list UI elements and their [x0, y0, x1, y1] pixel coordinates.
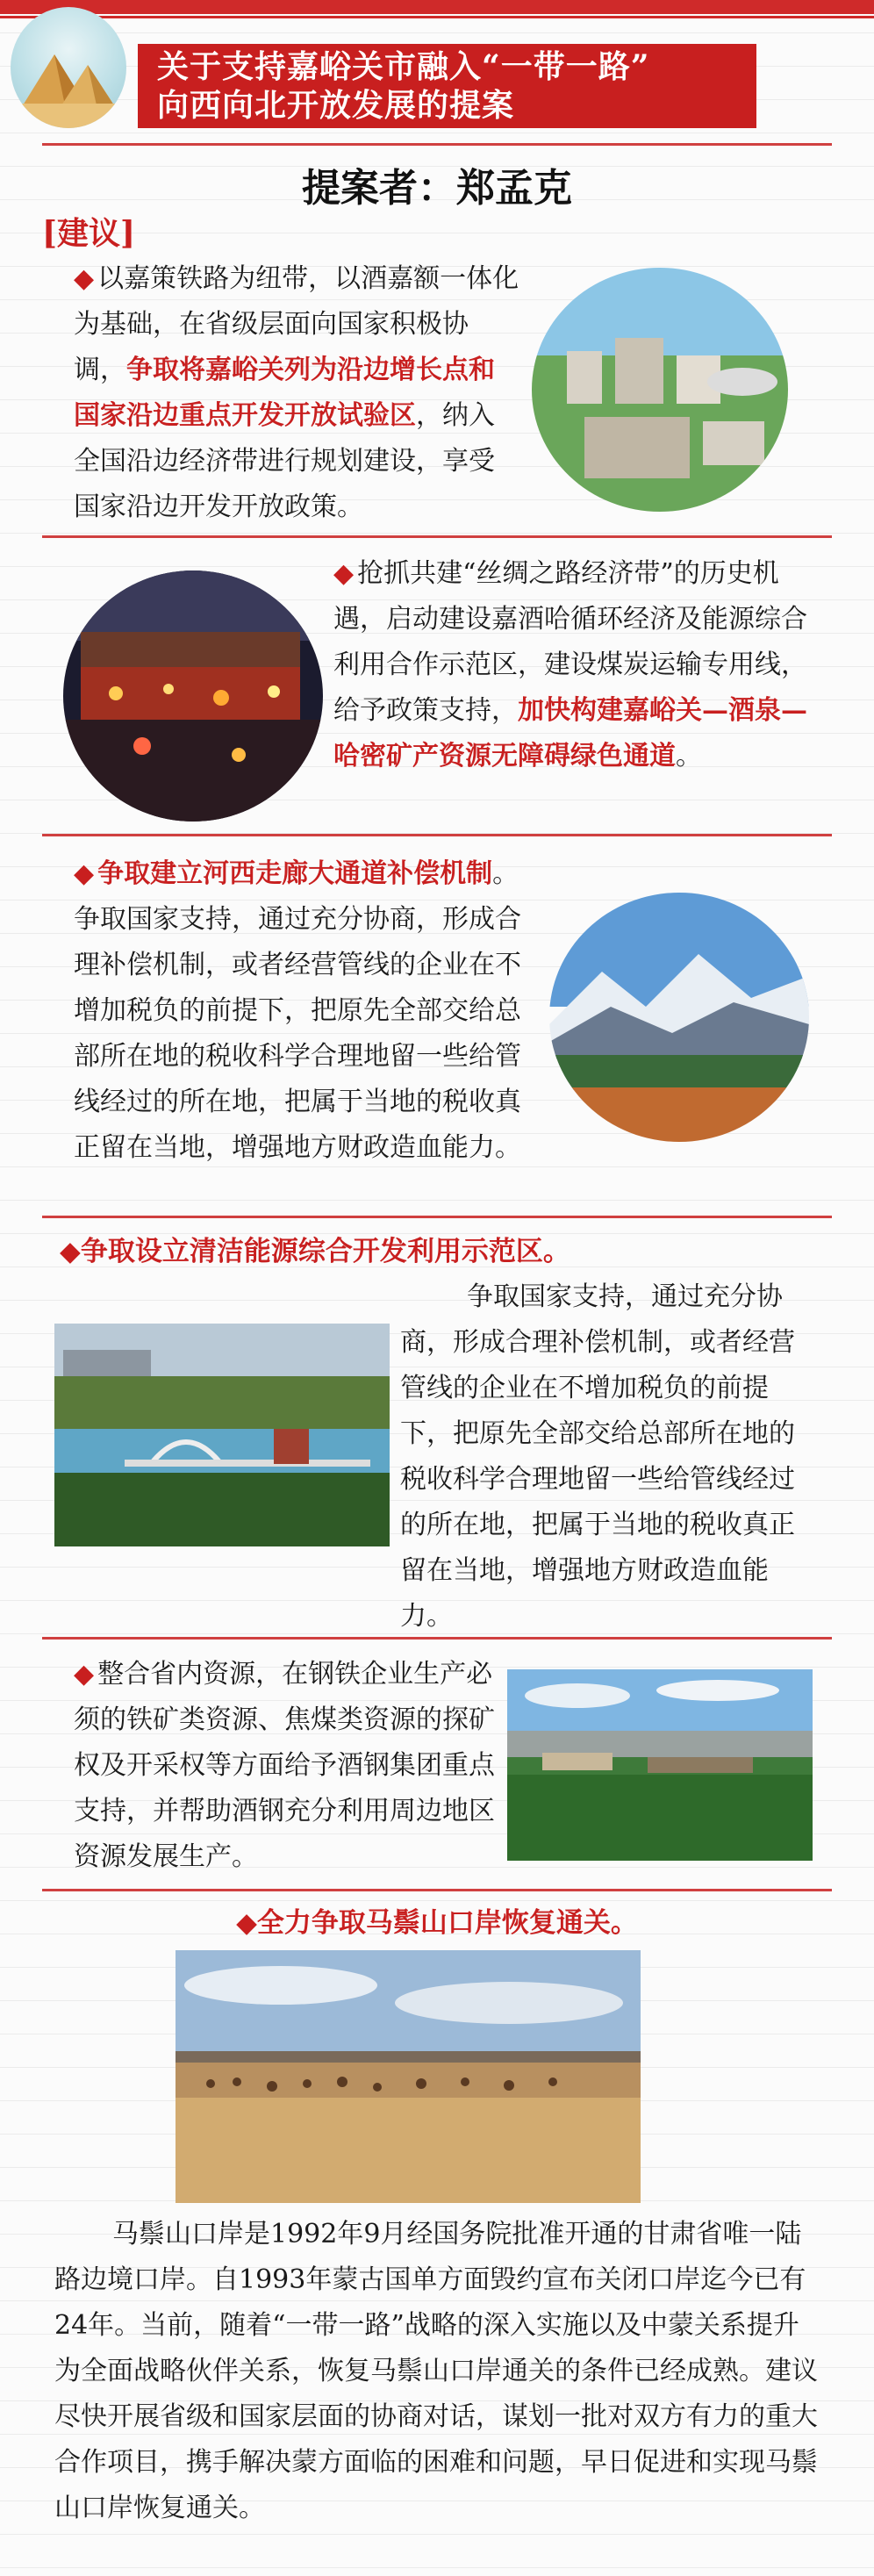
diamond-bullet-icon: ◆: [74, 263, 95, 294]
item6-heading: ◆全力争取马鬃山口岸恢复通关。: [236, 1907, 638, 1939]
mountain-photo-circle: [549, 893, 809, 1142]
top-red-line: [0, 16, 874, 18]
item1-paragraph: ◆ 以嘉策铁路为纽带，以酒嘉额一体化为基础，在省级层面向国家积极协调，争取将嘉峪关列为沿边增长点和国家沿边重点开发开放试验区，纳入全国沿边经济带进行规划建设，享受国家沿边开发开放政策。: [74, 263, 519, 522]
item4-paragraph: 争取国家支持，通过充分协商，形成合理补偿机制，或者经营管线的企业在不增加税负的前提下，把原先全部交给总部所在地的税收科学合理地留一些给管线经过的所在地，把属于当地的税收真正留在当地，增强地方财政造血能力。: [400, 1281, 795, 1632]
bridge-river-photo: [54, 1324, 390, 1546]
steel-plant-photo: [507, 1669, 813, 1861]
item6-paragraph: 马鬃山口岸是1992年9月经国务院批准开通的甘肃省唯一陆路边境口岸。自1993年蒙古国单方面毁约宣布关闭口岸迄今已有24年。当前，随着“一带一路”战略的深入实施以及中蒙关系提升为全面战略伙伴关系，恢复马鬃山口岸通关的条件已经成熟。建议尽快开展省级和国家层面的协商对话，谋划一批对双方有力的重大合作项目，携手解决蒙方面临的困难和问题，早日促进和实现马鬃山口岸恢复通关。: [54, 2219, 818, 2523]
title-line-1: 关于支持嘉峪关市融入“一带一路”: [157, 48, 650, 85]
item5-paragraph: ◆ 整合省内资源，在钢铁企业生产必须的铁矿类资源、焦煤类资源的探矿权及开采权等方面给予酒钢集团重点支持，并帮助酒钢充分利用周边地区资源发展生产。: [74, 1659, 495, 1872]
divider: [42, 1637, 832, 1640]
divider: [42, 143, 832, 146]
divider: [42, 535, 832, 538]
diamond-bullet-icon: ◆: [74, 858, 95, 889]
author-line: 提案者：郑孟克: [302, 166, 572, 211]
diamond-bullet-icon: ◆: [333, 558, 355, 589]
item2-paragraph: ◆ 抢抓共建“丝绸之路经济带”的历史机遇，启动建设嘉酒哈循环经济及能源综合利用合作示范区，建设煤炭运输专用线，给予政策支持，加快构建嘉峪关—酒泉—哈密矿产资源无障碍绿色通道。: [333, 558, 807, 771]
city-photo-circle: [532, 268, 788, 512]
title-banner: [138, 44, 756, 128]
item4-heading: ◆争取设立清洁能源综合开发利用示范区。: [60, 1236, 570, 1267]
pyramid-logo-icon: [11, 7, 126, 128]
camels-desert-photo: [176, 1950, 641, 2203]
divider: [42, 834, 832, 836]
night-city-photo-circle: [63, 570, 323, 822]
divider: [42, 1889, 832, 1891]
title-line-2: 向西向北开放发展的提案: [157, 87, 515, 124]
section-tag: [建议]: [42, 215, 136, 252]
diamond-bullet-icon: ◆: [74, 1659, 95, 1690]
top-red-band: [0, 0, 874, 14]
divider: [42, 1216, 832, 1218]
item3-paragraph: ◆ 争取建立河西走廊大通道补偿机制。争取国家支持，通过充分协商，形成合理补偿机制，或者经营管线的企业在不增加税负的前提下，把原先全部交给总部所在地的税收科学合理地留一些给管线经过的所在地，把属于当地的税收真正留在当地，增强地方财政造血能力。: [74, 858, 521, 1163]
